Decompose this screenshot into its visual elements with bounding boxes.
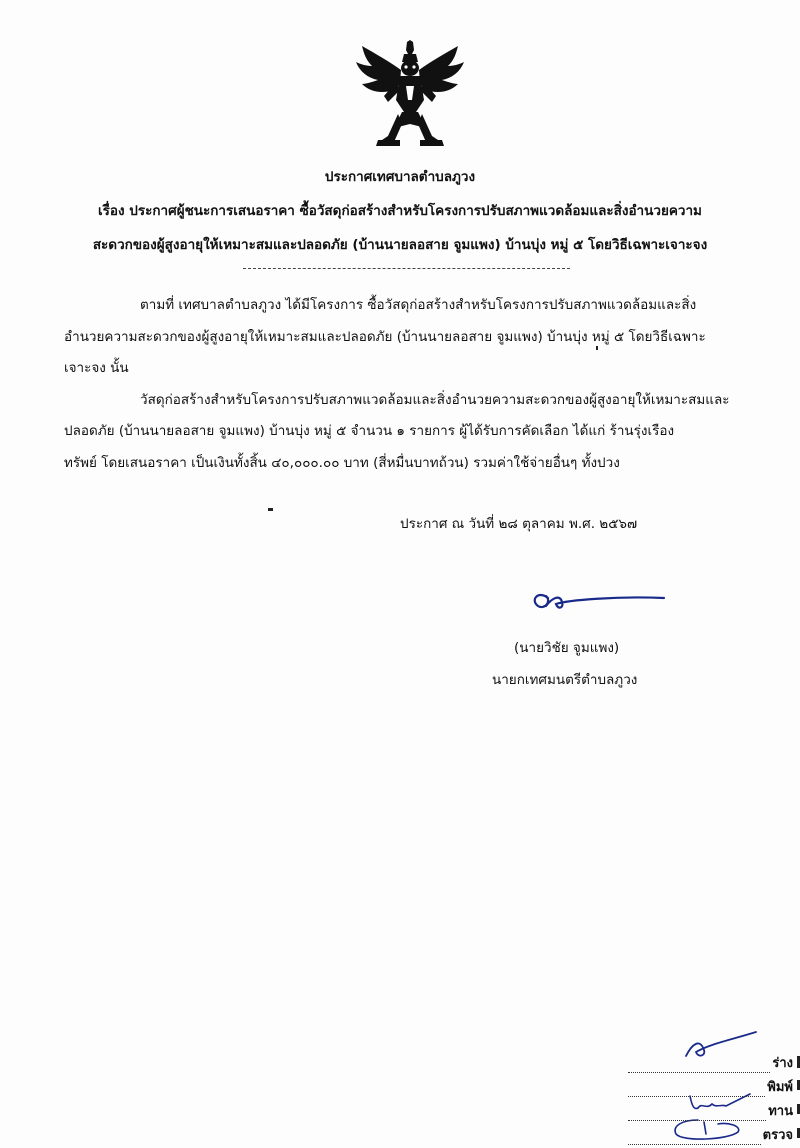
signature-icon [528,586,668,620]
garuda-emblem-icon [354,40,466,152]
scan-speck [268,508,273,511]
announcement-date: ประกาศ ณ วันที่ ๒๘ ตุลาคม พ.ศ. ๒๕๖๗ [400,516,638,532]
signatory-position: นายกเทศมนตรีตำบลภูวง [492,672,638,688]
footer-check-row [628,1124,793,1145]
footer-review-row [628,1100,793,1121]
signatory-name: (นายวิชัย จูมแพง) [514,640,620,656]
header-divider [243,268,570,269]
scan-speck [596,346,598,350]
footer-print-row [628,1076,793,1097]
paragraph-1-line-3: เจาะจง นั้น [64,360,129,376]
subject-line-2: สะดวกของผู้สูงอายุให้เหมาะสมและปลอดภัย (บ้านนายลอสาย จูมแพง) บ้านบุ่ง หมู่ ๕ โดยวิธีเฉพาะเจาะจง [92,237,708,253]
paragraph-2-line-2: ปลอดภัย (บ้านนายลอสาย จูมแพง) บ้านบุ่ง หมู่ ๕ จำนวน ๑ รายการ ผู้ได้รับการคัดเลือก ได้แก่ ร้านรุ่งเรือง [64,423,675,439]
footer-check-label: ตรวจ [762,1128,793,1143]
paragraph-1-line-2: อำนวยความสะดวกของผู้สูงอายุให้เหมาะสมและปลอดภัย (บ้านนายลอสาย จูมแพง) บ้านบุ่ง หมู่ ๕ โดยวิธีเฉพาะ [64,329,706,345]
subject-line-1: เรื่อง ประกาศผู้ชนะการเสนอราคา ซื้อวัสดุก่อสร้างสำหรับโครงการปรับสภาพแวดล้อมและสิ่งอำนวยความ [98,203,702,219]
paragraph-2-line-3: ทรัพย์ โดยเสนอราคา เป็นเงินทั้งสิ้น ๔๐,๐๐๐.๐๐ บาท (สี่หมื่นบาทถ้วน) รวมค่าใช้จ่ายอื่นๆ ทั้งปวง [64,455,620,471]
announcement-title: ประกาศเทศบาลตำบลภูวง [324,169,476,185]
footer-draft-row [628,1052,793,1073]
paragraph-2-line-1: วัสดุก่อสร้างสำหรับโครงการปรับสภาพแวดล้อมและสิ่งอำนวยความสะดวกของผู้สูงอายุให้เหมาะสมและ [140,392,730,408]
footer-draft-label: ร่าง [772,1056,793,1071]
footer-review-label: ทาน [768,1104,793,1119]
footer-print-label: พิมพ์ [767,1080,793,1095]
paragraph-1-line-1: ตามที่ เทศบาลตำบลภูวง ได้มีโครงการ ซื้อวัสดุก่อสร้างสำหรับโครงการปรับสภาพแวดล้อมและสิ่ง [140,297,697,313]
